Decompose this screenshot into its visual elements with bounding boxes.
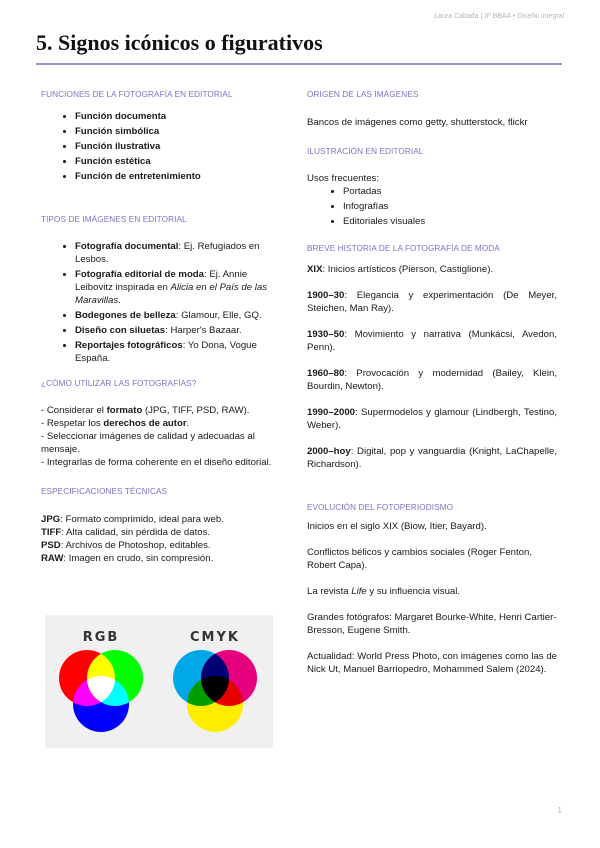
cmyk-diagram	[173, 650, 257, 732]
list-item: • Función documenta	[75, 110, 283, 123]
page-number: 1	[557, 806, 562, 815]
section-heading: EVOLUCIÓN DEL FOTOPERIODISMO	[307, 503, 454, 512]
ilustracion-list	[307, 185, 557, 228]
funciones-list	[41, 110, 283, 183]
paragraph: 1900–30: Elegancia y experimentación (De Meyer, Steichen, Man Ray).	[307, 290, 557, 314]
section-heading: FUNCIONES DE LA FOTOGRAFÍA EN EDITORIAL	[41, 90, 233, 99]
right-column	[307, 88, 557, 676]
rgb-label: RGB	[82, 630, 120, 645]
paragraph: Actualidad: World Press Photo, con imágenes como las de Nick Ut, Manuel Barriopedro, Mohammed Salem (2024).	[307, 651, 557, 675]
section-tipos	[41, 213, 283, 365]
list-item: • Función ilustrativa	[75, 140, 283, 153]
paragraph: Grandes fotógrafos: Margaret Bourke-White, Henri Cartier-Bresson, Eugene Smith.	[307, 612, 557, 636]
list-item: • Bodegones de belleza: Glamour, Elle, GQ.	[75, 309, 283, 322]
paragraph: La revista Life y su influencia visual.	[307, 586, 461, 597]
paragraph: - Integrarlas de forma coherente en el diseño editorial.	[41, 457, 272, 468]
paragraph: RAW: Imagen en crudo, sin compresión.	[41, 553, 214, 564]
list-item: • Fotografía documental: Ej. Refugiados en Lesbos.	[75, 240, 283, 266]
section-heading: ¿CÓMO UTILIZAR LAS FOTOGRAFÍAS?	[41, 379, 197, 388]
paragraph: JPG: Formato comprimido, ideal para web.	[41, 514, 224, 525]
left-column	[41, 88, 283, 565]
section-evolucion	[307, 501, 557, 676]
section-heading: ILUSTRACIÓN EN EDITORIAL	[307, 147, 424, 156]
section-heading: BREVE HISTORIA DE LA FOTOGRAFÍA DE MODA	[307, 244, 500, 253]
list-item: • Función de entretenimiento	[75, 170, 283, 183]
section-funciones	[41, 88, 283, 183]
list-item: • Reportajes fotográficos: Yo Dona, Vogue España.	[75, 339, 283, 365]
rgb-diagram	[59, 650, 143, 732]
list-item: • Función simbólica	[75, 125, 283, 138]
paragraph: XIX: Inicios artísticos (Pierson, Castiglione).	[307, 264, 494, 275]
section-como	[41, 377, 283, 469]
paragraph: Conflictos bélicos y cambios sociales (Roger Fenton, Robert Capa).	[307, 547, 533, 571]
paragraph: 1990–2000: Supermodelos y glamour (Lindbergh, Testino, Weber).	[307, 407, 557, 431]
paragraph: 1930–50: Movimiento y narrativa (Munkácsi, Avedon, Penn).	[307, 329, 557, 353]
paragraph: Usos frecuentes:	[307, 173, 379, 184]
section-origen	[307, 88, 557, 129]
section-heading: ORIGEN DE LAS IMÁGENES	[307, 90, 419, 99]
tipos-list	[41, 240, 283, 365]
page-title: 5. Signos icónicos o figurativos	[36, 30, 323, 55]
list-item: • Fotografía editorial de moda: Ej. Annie Leibovitz inspirada en Alicia en el País de las Maravillas.	[75, 268, 283, 307]
paragraph: - Considerar el formato (JPG, TIFF, PSD, RAW).	[41, 405, 250, 416]
paragraph: Bancos de imágenes como getty, shutterstock, flickr	[307, 117, 528, 128]
paragraph: PSD: Archivos de Photoshop, editables.	[41, 540, 211, 551]
section-specs	[41, 485, 283, 565]
list-item: • Diseño con siluetas: Harper's Bazaar.	[75, 324, 283, 337]
list-item: • Función estética	[75, 155, 283, 168]
paragraph: Inicios en el siglo XIX (Biow, Itier, Bayard).	[307, 521, 487, 532]
blue-circle	[73, 676, 129, 732]
running-header: Laura Cabada | 3º BBAA • Diseño integral	[434, 13, 564, 20]
section-heading: TIPOS DE IMÁGENES EN EDITORIAL	[41, 215, 187, 224]
paragraph: TIFF: Alta calidad, sin pérdida de datos.	[41, 527, 211, 538]
title-rule	[36, 63, 562, 65]
paragraph: - Seleccionar imágenes de calidad y adecuadas al mensaje.	[41, 431, 255, 455]
section-historia	[307, 242, 557, 471]
color-model-figure	[45, 615, 273, 748]
paragraph: 1960–80: Provocación y modernidad (Bailey, Klein, Bourdin, Newton).	[307, 368, 557, 392]
yellow-circle	[187, 676, 243, 732]
section-ilustracion	[307, 145, 557, 228]
list-item: • Portadas	[343, 185, 557, 198]
list-item: • Editoriales visuales	[343, 215, 557, 228]
cmyk-label: CMYK	[190, 630, 240, 645]
list-item: • Infografías	[343, 200, 557, 213]
paragraph: 2000–hoy: Digital, pop y vanguardia (Knight, LaChapelle, Richardson).	[307, 446, 557, 470]
section-heading: ESPECIFICACIONES TÉCNICAS	[41, 487, 168, 496]
paragraph: - Respetar los derechos de autor.	[41, 418, 190, 429]
